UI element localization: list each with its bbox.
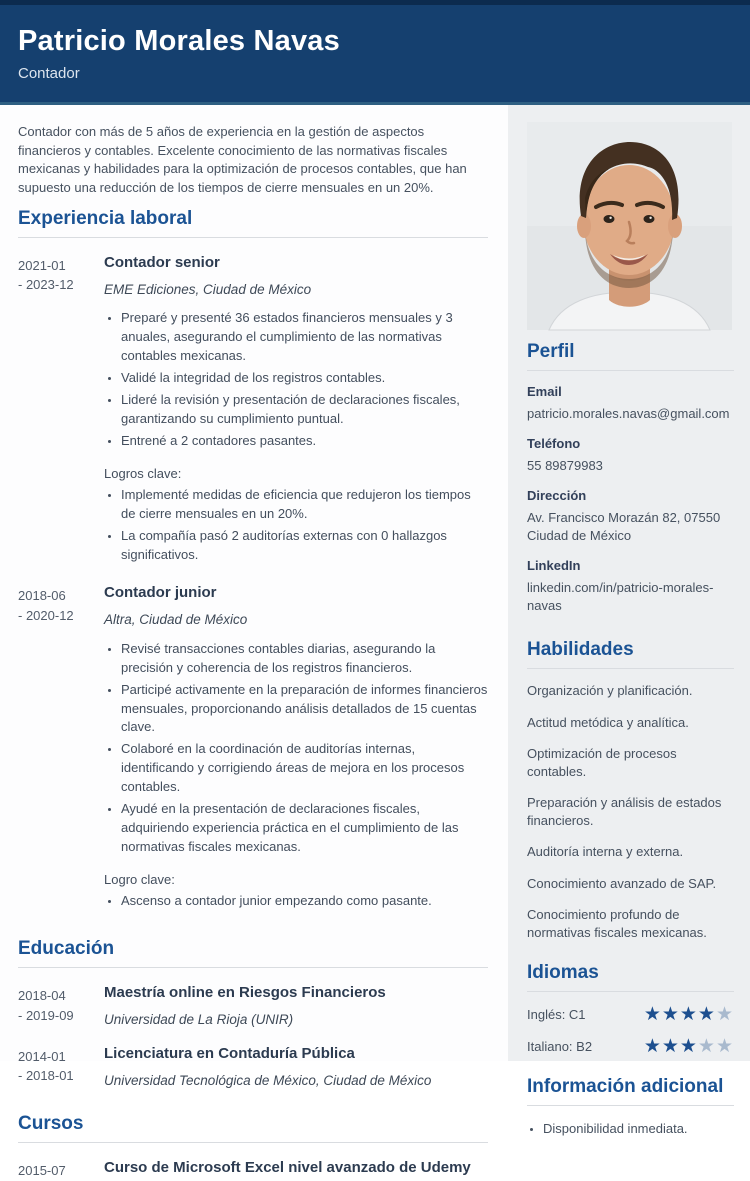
achievements-list — [104, 892, 488, 911]
profile-field-address — [527, 488, 734, 545]
entry-dates — [18, 984, 104, 1029]
bullet-item: • Validé la integridad de los registros contables. — [121, 369, 488, 388]
entry-title: Licenciatura en Contaduría Pública — [104, 1044, 355, 1062]
skill-item: Conocimiento avanzado de SAP. — [527, 875, 717, 891]
main-column — [0, 105, 508, 1179]
profile-field-phone — [527, 436, 734, 475]
skill-item: Optimización de procesos contables. — [527, 745, 677, 779]
job-title-subtitle: Contador — [18, 65, 80, 83]
field-label: Teléfono — [527, 435, 581, 451]
skill-item: Auditoría interna y externa. — [527, 844, 684, 860]
language-name: Inglés: C1 — [527, 1007, 586, 1023]
entry-bullet-list — [104, 309, 488, 451]
header — [0, 0, 750, 105]
field-label: Dirección — [527, 487, 587, 503]
achievements-label: Logro clave: — [104, 872, 175, 888]
bullet-item: • Colaboré en la coordinación de auditorías internas, identificando y corrigiendo áreas de mejora en los procesos contables. — [121, 740, 488, 797]
date-end: - 2019-09 — [18, 1007, 74, 1023]
section-heading-additional: Información adicional — [527, 1076, 734, 1106]
entry-title: Curso de Microsoft Excel nivel avanzado de Udemy — [104, 1159, 471, 1177]
field-label: LinkedIn — [527, 558, 581, 574]
skill-item: Actitud metódica y analítica. — [527, 714, 689, 730]
section-heading-education: Educación — [18, 938, 488, 968]
section-heading-skills: Habilidades — [527, 639, 734, 669]
entry-dates — [18, 254, 104, 568]
skill-item: Conocimiento profundo de normativas fiscales mexicanas. — [527, 906, 707, 940]
skills-list — [527, 682, 734, 942]
achievements-list — [104, 486, 488, 565]
date-end: - 2020-12 — [18, 607, 74, 623]
education-entry — [18, 984, 488, 1029]
entry-dates — [18, 1159, 104, 1181]
bullet-item: • Participé activamente en la preparación de informes financieros mensuales, proporcionando análisis detallados de 15 cuentas clave. — [121, 681, 488, 738]
experience-entry — [18, 584, 488, 914]
date-start: 2018-04 — [18, 988, 66, 1004]
entry-company: Altra, Ciudad de México — [104, 612, 248, 628]
star-empty-icons: ★★ — [697, 1036, 734, 1058]
achievement-item: • La compañía pasó 2 auditorías externas con 0 hallazgos significativos. — [121, 527, 488, 565]
date-end: - 2023-12 — [18, 277, 74, 293]
entry-body — [104, 1159, 488, 1181]
field-label: Email — [527, 383, 562, 399]
field-value: Av. Francisco Morazán 82, 07550 Ciudad de México — [527, 509, 721, 544]
section-heading-courses: Cursos — [18, 1113, 488, 1143]
sidebar — [508, 105, 750, 1136]
bullet-item: • Lideré la revisión y presentación de declaraciones fiscales, garantizando su cumplimiento puntual. — [121, 391, 488, 429]
entry-dates — [18, 1045, 104, 1090]
section-heading-languages: Idiomas — [527, 962, 734, 992]
entry-title: Maestría online en Riesgos Financieros — [104, 984, 386, 1002]
achievement-item: • Ascenso a contador junior empezando como pasante. — [121, 892, 488, 911]
section-heading-profile: Perfil — [527, 341, 734, 371]
achievement-item: • Implementé medidas de eficiencia que redujeron los tiempos de cierre mensuales en un 20%. — [121, 486, 488, 524]
date-start: 2015-07 — [18, 1163, 66, 1179]
bullet-item: • Revisé transacciones contables diarias, asegurando la precisión y coherencia de los registros financieros. — [121, 640, 488, 678]
entry-company: EME Ediciones, Ciudad de México — [104, 281, 312, 297]
profile-photo — [527, 122, 732, 330]
entry-body — [104, 1045, 488, 1090]
star-filled-icons: ★★★★ — [643, 1004, 716, 1026]
course-entry — [18, 1159, 488, 1181]
skill-item: Preparación y análisis de estados financieros. — [527, 795, 722, 829]
section-heading-experience: Experiencia laboral — [18, 208, 488, 238]
page-title: Patricio Morales Navas — [18, 25, 340, 57]
entry-body — [104, 254, 488, 568]
entry-bullet-list — [104, 640, 488, 858]
bullet-item: • Entrené a 2 contadores pasantes. — [121, 432, 488, 451]
entry-body — [104, 584, 488, 914]
profile-field-email — [527, 384, 734, 423]
entry-body — [104, 984, 488, 1029]
field-value: 55 89879983 — [527, 457, 603, 473]
entry-title: Contador senior — [104, 253, 220, 271]
date-start: 2014-01 — [18, 1048, 66, 1064]
education-entry — [18, 1045, 488, 1090]
field-value: patricio.morales.navas@gmail.com — [527, 405, 730, 421]
date-end: - 2018-01 — [18, 1068, 74, 1084]
star-empty-icons: ★ — [715, 1004, 734, 1026]
experience-entry — [18, 254, 488, 568]
entry-school: Universidad de La Rioja (UNIR) — [104, 1012, 294, 1028]
field-value: linkedin.com/in/patricio-morales-navas — [527, 580, 714, 614]
profile-field-linkedin — [527, 558, 734, 615]
date-start: 2018-06 — [18, 588, 66, 604]
language-name: Italiano: B2 — [527, 1039, 593, 1055]
date-start: 2021-01 — [18, 257, 66, 273]
language-row — [527, 1037, 734, 1056]
bullet-item: • Preparé y presenté 36 estados financieros mensuales y 3 anuales, asegurando el cumplimiento de las normativas contables mexicanas. — [121, 309, 488, 366]
entry-dates — [18, 584, 104, 914]
language-row — [527, 1005, 734, 1024]
star-rating-icon — [644, 1005, 734, 1024]
skill-item: Organización y planificación. — [527, 683, 693, 699]
entry-title: Contador junior — [104, 584, 217, 602]
summary-text: Contador con más de 5 años de experiencia en la gestión de aspectos financieros y contables. Excelente conocimiento de las normativas fiscales mexicanas y habilidades para la optimización de procesos contables, que han supuesto una reducción de los tiempos de cierre mensuales en un 20%. — [18, 123, 467, 196]
star-filled-icons: ★★★ — [643, 1036, 698, 1058]
achievements-label: Logros clave: — [104, 465, 182, 481]
bullet-item: • Ayudé en la presentación de declaraciones fiscales, adquiriendo experiencia práctica en el cumplimiento de las normativas fiscales mexicanas. — [121, 800, 488, 857]
additional-list — [527, 1120, 734, 1138]
additional-item: • Disponibilidad inmediata. — [543, 1120, 734, 1138]
star-rating-icon — [644, 1037, 734, 1056]
entry-school: Universidad Tecnológica de México, Ciudad de México — [104, 1072, 432, 1088]
